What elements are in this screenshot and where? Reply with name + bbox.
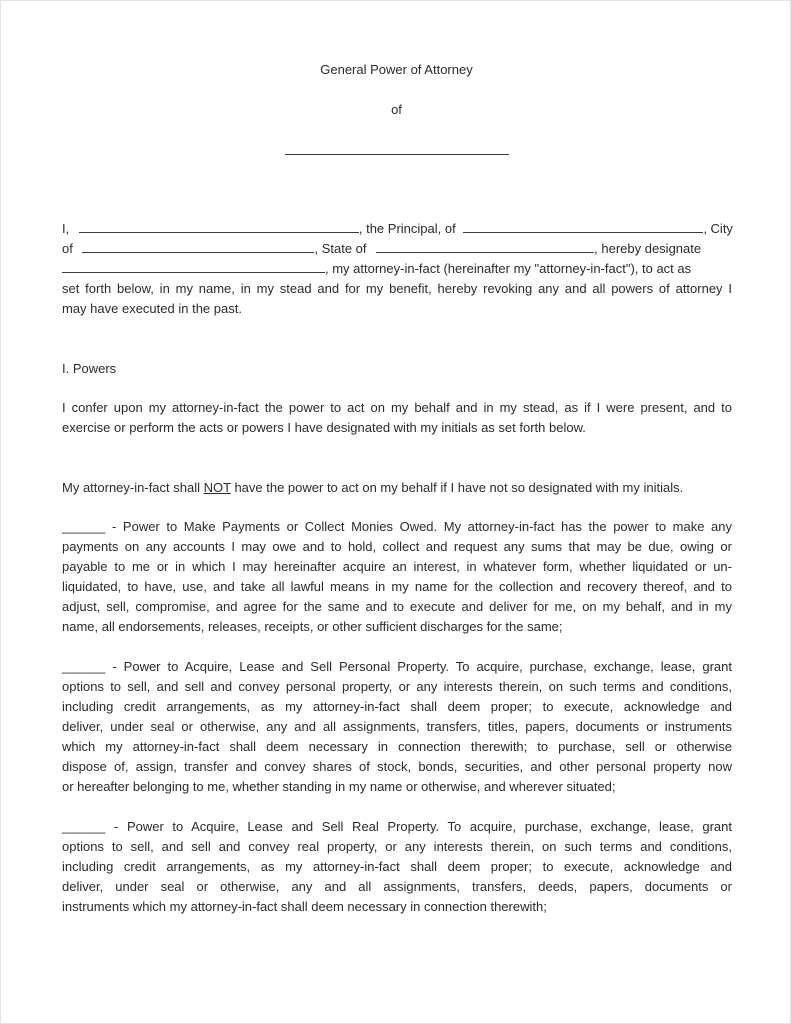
power-2-line-1: ______ - Power to Acquire, Lease and Sell Personal Property. To acquire, purchase, exchange, lease, grant [62, 659, 732, 674]
intro-principal-of: , the Principal, of [358, 221, 456, 236]
power-1-line-6: name, all endorsements, releases, receipts, or other sufficient discharges for the same; [62, 619, 563, 634]
power-1-line-1: ______ - Power to Make Payments or Collect Monies Owed. My attorney-in-fact has the power to make any [62, 519, 732, 534]
not-after: have the power to act on my behalf if I have not so designated with my initials. [230, 480, 684, 495]
power-2-line-4: deliver, under seal or otherwise, any and all assignments, transfers, titles, papers, documents or instruments [62, 719, 732, 734]
not-paragraph [62, 478, 732, 498]
initials-field[interactable]: ______ [62, 659, 106, 674]
power-2-line-2: options to sell, and sell and convey personal property, or any interests therein, on such terms and conditions, [62, 679, 732, 694]
not-before: My attorney-in-fact shall [62, 480, 204, 495]
power-paragraph-1 [62, 517, 732, 637]
confer-line-2: exercise or perform the acts or powers I have designated with my initials as set forth below. [62, 420, 586, 435]
principal-name-field[interactable] [79, 219, 359, 233]
city-field[interactable] [82, 239, 314, 253]
intro-of: of [62, 241, 73, 256]
power-paragraph-3 [62, 817, 732, 917]
intro-i: I, [62, 221, 70, 236]
power-2-line-7: or hereafter belonging to me, whether standing in my name or otherwise, and wherever situated; [62, 779, 616, 794]
intro-line-3 [62, 259, 732, 279]
power-3-line-4: deliver, under seal or otherwise, any and all assignments, transfers, deeds, papers, documents or [62, 879, 732, 894]
power-1-line-3: payable to me or in which I may hereinafter acquire an interest, in whatever form, whether liquidated or un- [62, 559, 732, 574]
power-1-line-5: adjust, sell, compromise, and agree for the same and to execute and deliver for me, on my behalf, and in my [62, 599, 732, 614]
power-3-line-1: ______ - Power to Acquire, Lease and Sell Real Property. To acquire, purchase, exchange, lease, grant [62, 819, 732, 834]
state-field[interactable] [376, 239, 594, 253]
power-1-line-4: liquidated, to have, use, and take all lawful means in my name for the collection and recovery thereof, and to [62, 579, 732, 594]
confer-line-1: I confer upon my attorney-in-fact the power to act on my behalf and in my stead, as if I were present, and to [62, 400, 732, 415]
intro-line-4: set forth below, in my name, in my stead and for my benefit, hereby revoking any and all powers of attorney I [62, 281, 732, 296]
intro-my-attorney: , my attorney-in-fact (hereinafter my "attorney-in-fact"), to act as [325, 261, 692, 276]
principal-address-field[interactable] [463, 219, 703, 233]
confer-paragraph [62, 398, 732, 438]
section-heading: I. Powers [62, 361, 117, 376]
intro-state-of: , State of [314, 241, 367, 256]
power-2-line-3: including credit arrangements, as my attorney-in-fact shall deem proper; to execute, acknowledge and [62, 699, 732, 714]
intro-paragraph [62, 219, 732, 319]
initials-field[interactable]: ______ [62, 519, 106, 534]
attorney-name-field[interactable] [62, 259, 325, 273]
power-2-line-5: which my attorney-in-fact shall deem necessary in connection therewith; to purchase, sell or otherwise [62, 739, 732, 754]
intro-line-2 [62, 239, 732, 259]
power-2-line-6: dispose of, assign, transfer and convey shares of stock, bonds, securities, and other personal property now [62, 759, 732, 774]
power-3-line-5: instruments which my attorney-in-fact shall deem necessary in connection therewith; [62, 899, 547, 914]
intro-city: , City [703, 221, 733, 236]
power-1-line-2: payments on any accounts I may owe and to hold, collect and request any sums that may be due, owing or [62, 539, 732, 554]
power-3-line-2: options to sell, and sell and convey real property, or any interests therein, on such terms and conditions, [62, 839, 732, 854]
document-title: General Power of Attorney [320, 62, 473, 77]
power-3-line-3: including credit arrangements, as my attorney-in-fact shall deem proper; to execute, acknowledge and [62, 859, 732, 874]
intro-hereby-designate: , hereby designate [594, 241, 702, 256]
not-word: NOT [203, 480, 231, 495]
intro-line-5: may have executed in the past. [62, 301, 242, 316]
document-of: of [391, 102, 402, 117]
power-paragraph-2 [62, 657, 732, 797]
initials-field[interactable]: ______ [62, 819, 106, 834]
principal-name-blank[interactable] [285, 154, 509, 155]
intro-line-1 [62, 219, 732, 239]
